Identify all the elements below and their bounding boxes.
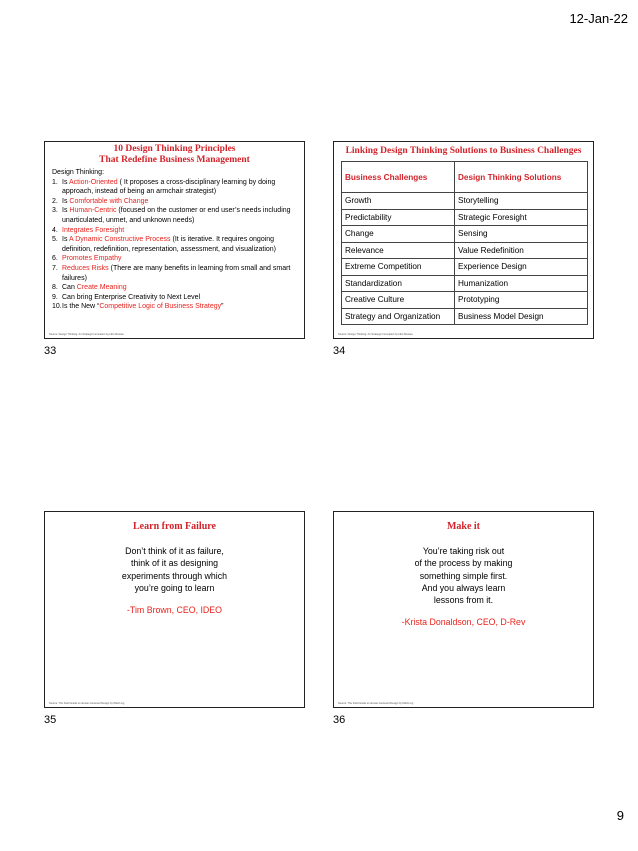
slide-36-source: Source: The Field Guide to Human-Centered Design by IDEO.org: [338, 702, 414, 705]
principle-number: 6.: [52, 255, 58, 263]
principle-suffix: ( It proposes a cross-disciplinary learning by doing approach, instead of being an armchair strategist): [62, 178, 276, 196]
slide-33-intro: Design Thinking:: [52, 169, 105, 176]
solution-cell: Business Model Design: [455, 308, 588, 325]
table-row: [342, 242, 588, 259]
quote-line: You’re taking risk out: [422, 546, 505, 556]
principle-highlight: Competitive Logic of Business Strategy: [99, 303, 222, 311]
principle-item: [52, 197, 299, 207]
quote-line: of the process by making: [414, 558, 513, 569]
principle-item: [52, 264, 299, 283]
principle-text: [62, 235, 299, 254]
principle-number: 1.: [52, 178, 58, 186]
principle-highlight: Comfortable with Change: [69, 197, 149, 205]
slide-33-source: Source: Design Thinking: An Strategic Innovation by Idris Mootee: [49, 333, 124, 336]
table-row: [342, 193, 588, 210]
solution-cell: Prototyping: [455, 292, 588, 309]
principle-text: [62, 293, 200, 303]
header-business-challenges: Business Challenges: [342, 162, 455, 193]
principle-item: [52, 178, 299, 197]
principle-suffix: (It is iterative. It requires ongoing definition, redefinition, representation, assessment, and visualization): [62, 236, 277, 253]
slide-35: [44, 511, 305, 708]
slide-36-title: Make it: [446, 521, 481, 532]
quote-line: you’re going to learn: [134, 582, 215, 593]
slide-33-number: 33: [44, 345, 57, 357]
principle-prefix: Is: [62, 178, 70, 186]
principle-prefix: Is: [62, 236, 70, 244]
principle-prefix: Can bring Enterprise Creativity to Next Level: [62, 293, 201, 301]
slide-34-number: 34: [333, 345, 346, 357]
table-row: [342, 308, 588, 325]
solution-cell: Storytelling: [455, 193, 588, 210]
principle-prefix: Is: [62, 197, 70, 205]
principles-list: [52, 178, 299, 312]
slide-33-title-line2: That Redefine Business Management: [99, 155, 250, 165]
principle-prefix: Is: [62, 207, 70, 215]
principle-number: 9.: [52, 293, 58, 301]
table-row: [342, 226, 588, 243]
slide-35-number: 35: [44, 714, 57, 726]
principle-item: [52, 283, 299, 293]
principle-prefix: Is the New “: [62, 303, 100, 311]
principle-text: [62, 302, 224, 312]
table-row: [342, 209, 588, 226]
principle-number: 5.: [52, 236, 58, 244]
slide-36-number: 36: [333, 714, 346, 726]
principle-number: 4.: [52, 226, 58, 234]
slide-35-author: -Tim Brown, CEO, IDEO: [127, 605, 222, 616]
principle-prefix: Can: [62, 284, 77, 292]
principle-highlight: Reduces Risks: [62, 264, 109, 272]
slide-36-author: -Krista Donaldson, CEO, D-Rev: [401, 617, 526, 628]
principle-suffix: ”: [221, 303, 224, 311]
challenge-cell: Relevance: [342, 242, 455, 259]
principle-number: 7.: [52, 264, 58, 272]
principle-highlight: Human-Centric: [69, 207, 117, 215]
slide-33: [44, 141, 305, 339]
solution-cell: Sensing: [455, 226, 588, 243]
table-row: [342, 275, 588, 292]
principle-item: [52, 293, 299, 303]
slide-34-source: Source: Design Thinking: An Strategic Innovation by Idris Mootee: [338, 333, 413, 336]
principle-highlight: A Dynamic Constructive Process: [69, 236, 171, 244]
principle-highlight: Integrates Foresight: [62, 226, 125, 234]
principle-text: [62, 206, 299, 225]
principle-item: [52, 226, 299, 236]
header-design-thinking-solutions: Design Thinking Solutions: [455, 162, 588, 193]
solution-cell: Humanization: [455, 275, 588, 292]
quote-line: something simple first.: [419, 570, 508, 581]
principle-text: [62, 283, 127, 293]
quote-line: experiments through which: [121, 570, 228, 581]
quote-line: lessons from it.: [433, 595, 494, 606]
principle-number: 3.: [52, 207, 58, 215]
principle-text: [62, 254, 122, 264]
solution-cell: Value Redefinition: [455, 242, 588, 259]
challenge-cell: Predictability: [342, 209, 455, 226]
principle-item: [52, 254, 299, 264]
slide-35-title: Learn from Failure: [133, 521, 216, 532]
challenge-cell: Standardization: [342, 275, 455, 292]
principle-item: [52, 235, 299, 254]
principle-number: 10.: [52, 303, 62, 311]
principle-text: [62, 226, 124, 236]
principle-text: [62, 178, 299, 197]
quote-line: Don’t think of it as failure,: [125, 546, 224, 556]
slide-33-body: [45, 166, 304, 312]
principle-item: [52, 206, 299, 225]
slide-33-title-line1: 10 Design Thinking Principles: [113, 144, 236, 154]
principle-highlight: Promotes Empathy: [62, 255, 122, 263]
principle-suffix: (There are many benefits in learning from small and smart failures): [62, 264, 291, 282]
challenge-cell: Strategy and Organization: [342, 308, 455, 325]
slide-34: [333, 141, 594, 339]
table-row: [342, 259, 588, 276]
table-body: [342, 193, 588, 325]
slide-36-quote: [334, 545, 593, 606]
slide-36: [333, 511, 594, 708]
quote-line: think of it as designing: [130, 558, 219, 569]
slide-33-title: [45, 144, 304, 166]
header-date: 12-Jan-22: [569, 11, 628, 26]
table-row: [342, 292, 588, 309]
challenges-table: [341, 161, 588, 325]
principle-highlight: Create Meaning: [76, 284, 127, 292]
table-header-row: [342, 162, 588, 193]
page-number: 9: [616, 808, 624, 823]
quote-line: And you always learn: [421, 582, 506, 593]
principle-highlight: Action-Oriented: [69, 178, 118, 186]
challenge-cell: Extreme Competition: [342, 259, 455, 276]
challenge-cell: Creative Culture: [342, 292, 455, 309]
principle-text: [62, 197, 148, 207]
slide-35-source: Source: The Field Guide to Human-Centered Design by IDEO.org: [49, 702, 125, 705]
principle-suffix: (focused on the customer or end user’s needs including unarticulated, unmet, and unknown needs): [62, 207, 291, 224]
principle-number: 2.: [52, 197, 58, 205]
solution-cell: Strategic Foresight: [455, 209, 588, 226]
principle-text: [62, 264, 299, 283]
principle-item: [52, 302, 299, 312]
principle-number: 8.: [52, 284, 58, 292]
solution-cell: Experience Design: [455, 259, 588, 276]
challenge-cell: Growth: [342, 193, 455, 210]
slide-34-title: Linking Design Thinking Solutions to Business Challenges: [345, 146, 582, 156]
slide-35-quote: [45, 545, 304, 594]
challenge-cell: Change: [342, 226, 455, 243]
